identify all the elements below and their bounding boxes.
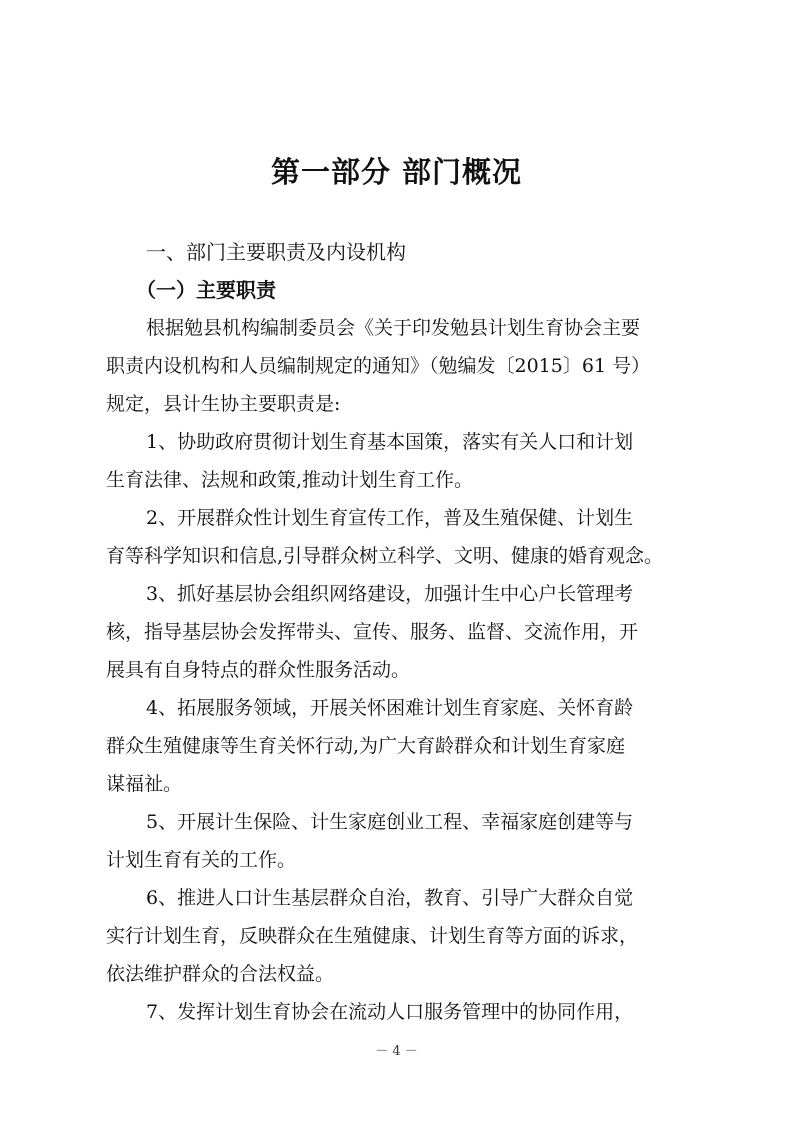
paragraph-line: 6、推进人口计生基层群众自治，教育、引导广大群众自觉 (146, 887, 634, 909)
paragraph (106, 879, 702, 993)
paragraph-line: 7、发挥计划生育协会在流动人口服务管理中的协同作用， (146, 1001, 634, 1023)
paragraph-line: 生育法律、法规和政策,推动计划生育工作。 (106, 469, 474, 491)
paragraph-line: 职责内设机构和人员编制规定的通知》（勉编发〔2015〕61 号） (106, 355, 651, 377)
body-text (106, 309, 702, 1031)
paragraph (106, 993, 702, 1031)
paragraph-line: 群众生殖健康等生育关怀行动,为广大育龄群众和计划生育家庭 (106, 735, 626, 757)
paragraph-line: 2、开展群众性计划生育宣传工作，普及生殖保健、计划生 (146, 507, 634, 529)
paragraph-line: 展具有自身特点的群众性服务活动。 (106, 659, 411, 681)
paragraph-line: 4、拓展服务领域，开展关怀困难计划生育家庭、关怀育龄 (146, 697, 634, 719)
paragraph (106, 499, 702, 575)
paragraph (106, 309, 702, 423)
paragraph-line: 育等科学知识和信息,引导群众树立科学、文明、健康的婚育观念。 (106, 545, 664, 567)
paragraph (106, 423, 702, 499)
paragraph (106, 803, 702, 879)
paragraph-line: 1、协助政府贯彻计划生育基本国策，落实有关人口和计划 (146, 431, 634, 453)
paragraph-line: 依法维护群众的合法权益。 (106, 963, 335, 985)
paragraph (106, 689, 702, 803)
paragraph-line: 计划生育有关的工作。 (106, 849, 297, 871)
paragraph (106, 575, 702, 689)
paragraph-line: 谋福祉。 (106, 773, 183, 795)
subsection-heading: （一）主要职责 (136, 278, 276, 302)
paragraph-line: 核，指导基层协会发挥带头、宣传、服务、监督、交流作用，开 (106, 621, 639, 643)
page-title: 第一部分 部门概况 (270, 155, 523, 189)
paragraph-line: 5、开展计生保险、计生家庭创业工程、幸福家庭创建等与 (146, 811, 634, 833)
paragraph-line: 实行计划生育，反映群众在生殖健康、计划生育等方面的诉求， (106, 925, 639, 947)
paragraph-line: 3、抓好基层协会组织网络建设，加强计生中心户长管理考 (146, 583, 634, 605)
paragraph-line: 规定，县计生协主要职责是: (106, 393, 341, 415)
page-number: － 4 － (375, 1044, 418, 1059)
section-heading: 一、部门主要职责及内设机构 (146, 240, 406, 264)
paragraph-line: 根据勉县机构编制委员会《关于印发勉县计划生育协会主要 (146, 317, 641, 339)
